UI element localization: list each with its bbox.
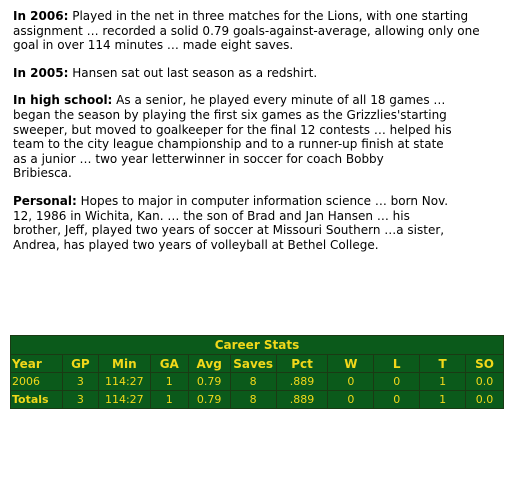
stats-header-row <box>11 355 504 373</box>
bio-label: In 2005: <box>13 65 69 80</box>
column-header: W <box>328 355 374 373</box>
table-cell: 0.79 <box>188 373 230 391</box>
table-cell: 0 <box>374 373 420 391</box>
bio-label: In 2006: <box>13 9 69 23</box>
table-cell: 0 <box>374 391 420 409</box>
bio-text: Hansen sat out last season as a redshirt. <box>68 65 318 80</box>
table-cell: 114:27 <box>98 373 150 391</box>
table-cell: .889 <box>276 373 328 391</box>
totals-row <box>11 391 504 409</box>
bio-label: Personal: <box>13 193 77 208</box>
player-bio <box>13 9 503 265</box>
table-cell: Totals <box>11 391 63 409</box>
table-cell: 0.0 <box>466 391 504 409</box>
bio-label: In high school: <box>13 93 113 108</box>
bio-paragraph-2005 <box>13 66 503 81</box>
table-cell: 8 <box>230 373 276 391</box>
table-cell: 0.79 <box>188 391 230 409</box>
career-stats-table <box>10 335 504 409</box>
column-header: T <box>420 355 466 373</box>
bio-text: Hopes to major in computer information science … born Nov. 12, 1986 in Wichita, Kan. … the son of Brad and Jan Hansen … his brother, Jeff, played two years of soccer at Missouri Southern …a sister, Andrea, has played two years of volleyball at Bethel College. <box>13 193 449 252</box>
column-header: Avg <box>188 355 230 373</box>
column-header: L <box>374 355 420 373</box>
bio-paragraph-2006 <box>13 9 503 53</box>
table-cell: 8 <box>230 391 276 409</box>
table-cell: 1 <box>150 391 188 409</box>
column-header: GA <box>150 355 188 373</box>
table-cell: 0.0 <box>466 373 504 391</box>
table-cell: 1 <box>420 373 466 391</box>
bio-paragraph-high-school <box>13 93 503 181</box>
table-cell: 0 <box>328 373 374 391</box>
stats-title: Career Stats <box>11 336 504 355</box>
column-header: SO <box>466 355 504 373</box>
column-header: Min <box>98 355 150 373</box>
table-cell: 1 <box>150 373 188 391</box>
bio-text: As a senior, he played every minute of all 18 games … began the season by playing the first six games as the Grizzlies'starting sweeper, but moved to goalkeeper for the final 12 contests … helped his team to the city league championship and to a runner-up finish at state as a junior … two year letterwinner in soccer for coach Bobby Bribiesca. <box>13 93 452 181</box>
column-header: Pct <box>276 355 328 373</box>
column-header: GP <box>62 355 98 373</box>
table-cell: 1 <box>420 391 466 409</box>
table-cell: .889 <box>276 391 328 409</box>
table-row <box>11 373 504 391</box>
table-cell: 3 <box>62 391 98 409</box>
stats-title-row <box>11 336 504 355</box>
table-cell: 2006 <box>11 373 63 391</box>
column-header: Year <box>11 355 63 373</box>
table-cell: 3 <box>62 373 98 391</box>
table-cell: 0 <box>328 391 374 409</box>
bio-paragraph-personal <box>13 194 503 252</box>
bio-text: Played in the net in three matches for the Lions, with one starting assignment … recorded a solid 0.79 goals-against-average, allowing only one goal in over 114 minutes … made eight saves. <box>13 9 480 53</box>
column-header: Saves <box>230 355 276 373</box>
table-cell: 114:27 <box>98 391 150 409</box>
